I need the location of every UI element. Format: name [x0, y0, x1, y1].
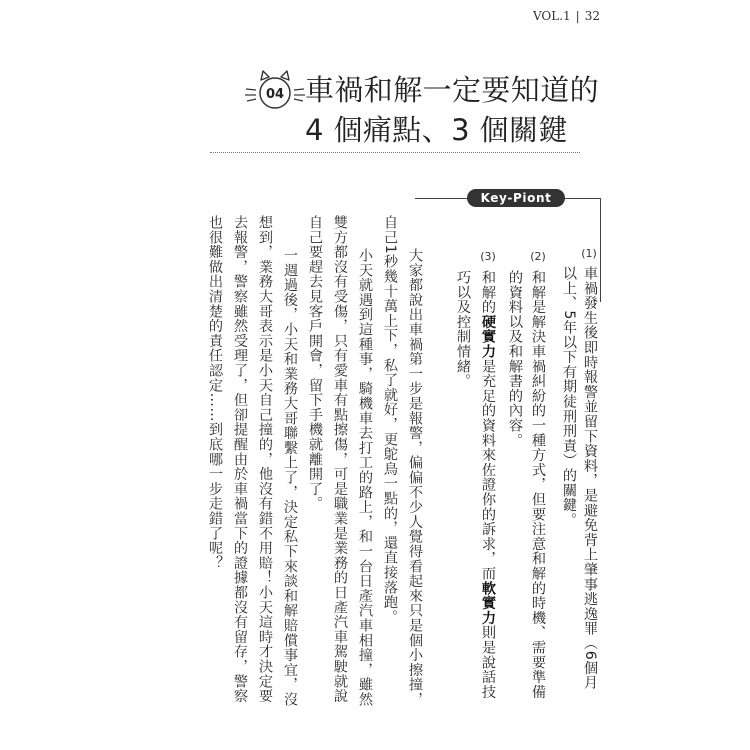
body-column-2: 自己1秒幾十萬上下，私了就好，更鴕鳥一點的，還直接落跑。: [382, 215, 398, 625]
key-point-1-marker: (1): [581, 247, 597, 260]
body-column-6: 一週過後，小天和業務大哥聯繫上了，決定私下來談和解賠償事宜，沒: [282, 248, 298, 707]
key-point-3-marker: (3): [480, 250, 496, 263]
title-divider: [210, 152, 580, 153]
header-separator: |: [575, 9, 580, 23]
chapter-title-line-2: 4 個痛點、3 個關鍵: [305, 113, 568, 147]
key-point-2-line-1: 和解是解決車禍糾紛的一種方式，但要注意和解的時機、需要準備: [530, 270, 546, 700]
key-point-1-line-2: 以上、5年以下有期徒刑刑責）的關鍵。: [561, 266, 577, 528]
page-number: 32: [584, 9, 600, 23]
key-point-2-line-2: 的資料以及和解書的內容。: [507, 270, 523, 448]
hard-power-term: 硬實力: [480, 314, 496, 359]
badge-number: 04: [265, 87, 285, 102]
body-column-5: 自己要趕去見客戶開會，留下手機就離開了。: [307, 215, 323, 511]
key-point-3-line-1: [480, 270, 496, 699]
key-point-1-line-1: 車禍發生後即時報警並留下資料，是避免背上肇事逃逸罪（6個月: [582, 266, 598, 691]
body-column-8: 去報警，警察雖然受理了，但卻提醒由於車禍當下的證據都沒有留存，警察: [232, 215, 248, 704]
key-point-3-line-2: 巧以及控制情緒。: [455, 270, 471, 389]
body-column-4: 雙方都沒有受傷，只有愛車有點擦傷，可是職業是業務的日產汽車駕駛就說: [332, 215, 348, 704]
chapter-title-line-1: 車禍和解一定要知道的: [305, 73, 600, 107]
key-point-3-text: 和解的: [480, 270, 496, 315]
key-point-3-text: 則是說話技: [480, 625, 496, 700]
soft-power-term: 軟實力: [480, 580, 496, 626]
body-column-3: 小天就遇到這種事，騎機車去打工的路上，和一台日產汽車相撞，雖然: [357, 248, 373, 707]
page-header: [533, 9, 600, 23]
key-point-2-marker: (2): [530, 250, 546, 263]
key-points-label: Key-Piont: [467, 189, 565, 207]
body-column-7: 想到，業務大哥表示是小天自己撞的，他沒有錯不用賠！小天這時才決定要: [257, 215, 273, 704]
body-column-1: 大家都說出車禍第一步是報警，偏偏不少人覺得看起來只是個小擦撞，: [407, 248, 423, 707]
chapter-badge-cat-icon: [244, 68, 306, 114]
key-point-3-text: 是充足的資料來佐證你的訴求，而: [480, 358, 496, 581]
body-column-9: 也很難做出清楚的責任認定……到底哪一步走錯了呢？: [207, 215, 223, 571]
volume-label: VOL.1: [532, 9, 571, 23]
